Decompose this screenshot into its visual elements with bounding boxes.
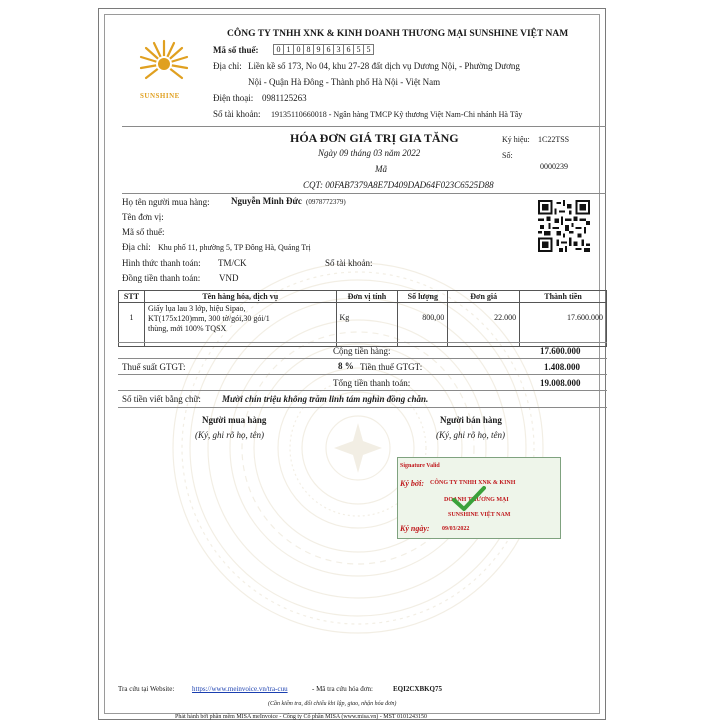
invoice-number: 0000239 bbox=[540, 162, 568, 171]
item-name-line: thùng, mới 100% TQSX bbox=[147, 324, 227, 333]
divider bbox=[122, 193, 606, 194]
amount-words-label: Số tiền viết bằng chữ: bbox=[122, 394, 201, 404]
publisher-note: Phát hành bởi phần mềm MISA meInvoice - Công ty Cổ phần MISA (www.misa.vn) - MST 0101243150 bbox=[175, 714, 427, 720]
divider bbox=[118, 390, 607, 391]
seller-tax-label: Mã số thuế: bbox=[213, 45, 259, 55]
col-header: Thành tiền bbox=[520, 291, 607, 303]
vat-amount-label: Tiền thuế GTGT: bbox=[360, 362, 423, 372]
tax-digit: 5 bbox=[353, 44, 364, 55]
buyer-tax-label: Mã số thuế: bbox=[122, 227, 165, 237]
cell-amount: 17.600.000 bbox=[520, 303, 607, 347]
seller-address-label: Địa chỉ: bbox=[213, 61, 242, 71]
signed-by-label: Ký bởi: bbox=[400, 479, 425, 488]
cell-unit: Kg bbox=[336, 303, 398, 347]
lookup-code: EQI2CXBKQ75 bbox=[393, 685, 443, 693]
seller-address-line1: Liền kề số 173, No 04, khu 27-28 đất dịch vụ Dương Nội, - Phường Dương bbox=[248, 61, 520, 71]
invoice-symbol-label: Ký hiệu: bbox=[502, 135, 530, 144]
tax-digit: 0 bbox=[273, 44, 284, 55]
buyer-account-label: Số tài khoản: bbox=[325, 258, 373, 268]
seller-company-name: CÔNG TY TNHH XNK & KINH DOANH THƯƠNG MẠI SUNSHINE VIỆT NAM bbox=[227, 29, 569, 39]
divider bbox=[122, 126, 606, 127]
tax-digit: 3 bbox=[333, 44, 344, 55]
item-name-line: KT(175x120)mm, 300 tờ/gói,30 gói/1 bbox=[147, 314, 270, 323]
tax-digit: 5 bbox=[363, 44, 374, 55]
seller-phone: 0981125263 bbox=[262, 93, 307, 103]
buyer-payment-label: Hình thức thanh toán: bbox=[122, 258, 201, 268]
signed-by-line2: DOANH THƯƠNG MẠI bbox=[444, 497, 509, 503]
col-header: Số lượng bbox=[398, 291, 448, 303]
divider bbox=[118, 407, 607, 408]
buyer-unit-label: Tên đơn vị: bbox=[122, 212, 164, 222]
invoice-number-label: Số: bbox=[502, 151, 513, 160]
sign-date-label: Ký ngày: bbox=[400, 524, 430, 533]
total-label: Tổng tiền thanh toán: bbox=[333, 378, 411, 388]
subtotal-value: 17.600.000 bbox=[540, 346, 581, 356]
invoice-title: HÓA ĐƠN GIÁ TRỊ GIA TĂNG bbox=[290, 131, 459, 145]
cell-stt: 1 bbox=[119, 303, 145, 347]
logo-text: SUNSHINE bbox=[140, 92, 180, 100]
buyer-currency-label: Đồng tiền thanh toán: bbox=[122, 273, 201, 283]
lookup-note: (Cần kiểm tra, đối chiếu khi lập, giao, nhận hóa đơn) bbox=[268, 701, 397, 707]
items-table bbox=[118, 290, 607, 347]
amount-words: Mười chín triệu không trăm linh tám nghìn đồng chẵn. bbox=[222, 394, 429, 404]
invoice-ma-label: Mã bbox=[375, 164, 387, 174]
invoice-date: Ngày 09 tháng 03 năm 2022 bbox=[318, 148, 421, 158]
sign-date: 09/03/2022 bbox=[442, 526, 470, 532]
buyer-signature-title: Người mua hàng bbox=[202, 415, 267, 425]
buyer-payment: TM/CK bbox=[218, 258, 247, 268]
tax-digit: 1 bbox=[283, 44, 294, 55]
col-header: Tên hàng hóa, dịch vụ bbox=[144, 291, 336, 303]
qr-code-icon bbox=[538, 200, 590, 252]
buyer-phone: (0978772379) bbox=[306, 198, 346, 206]
divider bbox=[118, 374, 607, 375]
tax-digit: 0 bbox=[293, 44, 304, 55]
tax-digit: 8 bbox=[303, 44, 314, 55]
buyer-name-label: Họ tên người mua hàng: bbox=[122, 197, 210, 207]
seller-account: 19135110660018 - Ngân hàng TMCP Kỹ thương Việt Nam-Chi nhánh Hà Tây bbox=[271, 110, 523, 119]
invoice-cqt-code: CQT: 00FAB7379A8E7D409DAD64F023C6525D88 bbox=[303, 180, 494, 190]
vat-rate-value: 8 % bbox=[338, 361, 354, 371]
col-header: STT bbox=[119, 291, 145, 303]
buyer-signature-hint: (Ký, ghi rõ họ, tên) bbox=[195, 430, 264, 440]
col-header: Đơn giá bbox=[448, 291, 520, 303]
tax-digit: 6 bbox=[343, 44, 354, 55]
signed-by-line1: CÔNG TY TNHH XNK & KINH bbox=[430, 480, 516, 486]
tax-digit: 9 bbox=[313, 44, 324, 55]
cell-item-name bbox=[144, 303, 336, 347]
seller-signature-hint: (Ký, ghi rõ họ, tên) bbox=[436, 430, 505, 440]
seller-signature-title: Người bán hàng bbox=[440, 415, 502, 425]
buyer-currency: VND bbox=[219, 273, 239, 283]
vat-rate-label: Thuế suất GTGT: bbox=[122, 362, 186, 372]
seller-tax-code bbox=[274, 44, 374, 55]
subtotal-label: Cộng tiền hàng: bbox=[333, 346, 391, 356]
total-value: 19.008.000 bbox=[540, 378, 581, 388]
table-header-row bbox=[119, 291, 607, 303]
tax-digit: 6 bbox=[323, 44, 334, 55]
buyer-address: Khu phố 11, phường 5, TP Đông Hà, Quảng Trị bbox=[158, 243, 311, 252]
cell-qty: 800,00 bbox=[398, 303, 448, 347]
buyer-address-label: Địa chỉ: bbox=[122, 242, 151, 252]
cell-price: 22.000 bbox=[448, 303, 520, 347]
item-name-line: Giấy lụa lau 3 lớp, hiệu Sipao, bbox=[147, 304, 246, 313]
checkmark-icon bbox=[452, 486, 486, 512]
lookup-prefix: Tra cứu tại Website: bbox=[118, 685, 175, 693]
divider bbox=[118, 358, 607, 359]
vat-amount-value: 1.408.000 bbox=[544, 362, 580, 372]
seller-address-line2: Nội - Quận Hà Đông - Thành phố Hà Nội - Việt Nam bbox=[248, 77, 441, 87]
signature-valid-label: Signature Valid bbox=[400, 463, 440, 469]
invoice-symbol: 1C22TSS bbox=[538, 135, 570, 144]
divider bbox=[118, 342, 607, 343]
lookup-code-label: - Mã tra cứu hóa đơn: bbox=[312, 685, 373, 693]
buyer-name: Nguyễn Minh Đức bbox=[231, 196, 302, 206]
signed-by-line3: SUNSHINE VIỆT NAM bbox=[448, 512, 511, 518]
lookup-url-link[interactable]: https://www.meinvoice.vn/tra-cuu bbox=[192, 685, 288, 693]
seller-phone-label: Điện thoại: bbox=[213, 93, 254, 103]
table-row bbox=[119, 303, 607, 347]
seller-account-label: Số tài khoản: bbox=[213, 109, 261, 119]
sunshine-logo-icon bbox=[138, 38, 190, 90]
col-header: Đơn vị tính bbox=[336, 291, 398, 303]
